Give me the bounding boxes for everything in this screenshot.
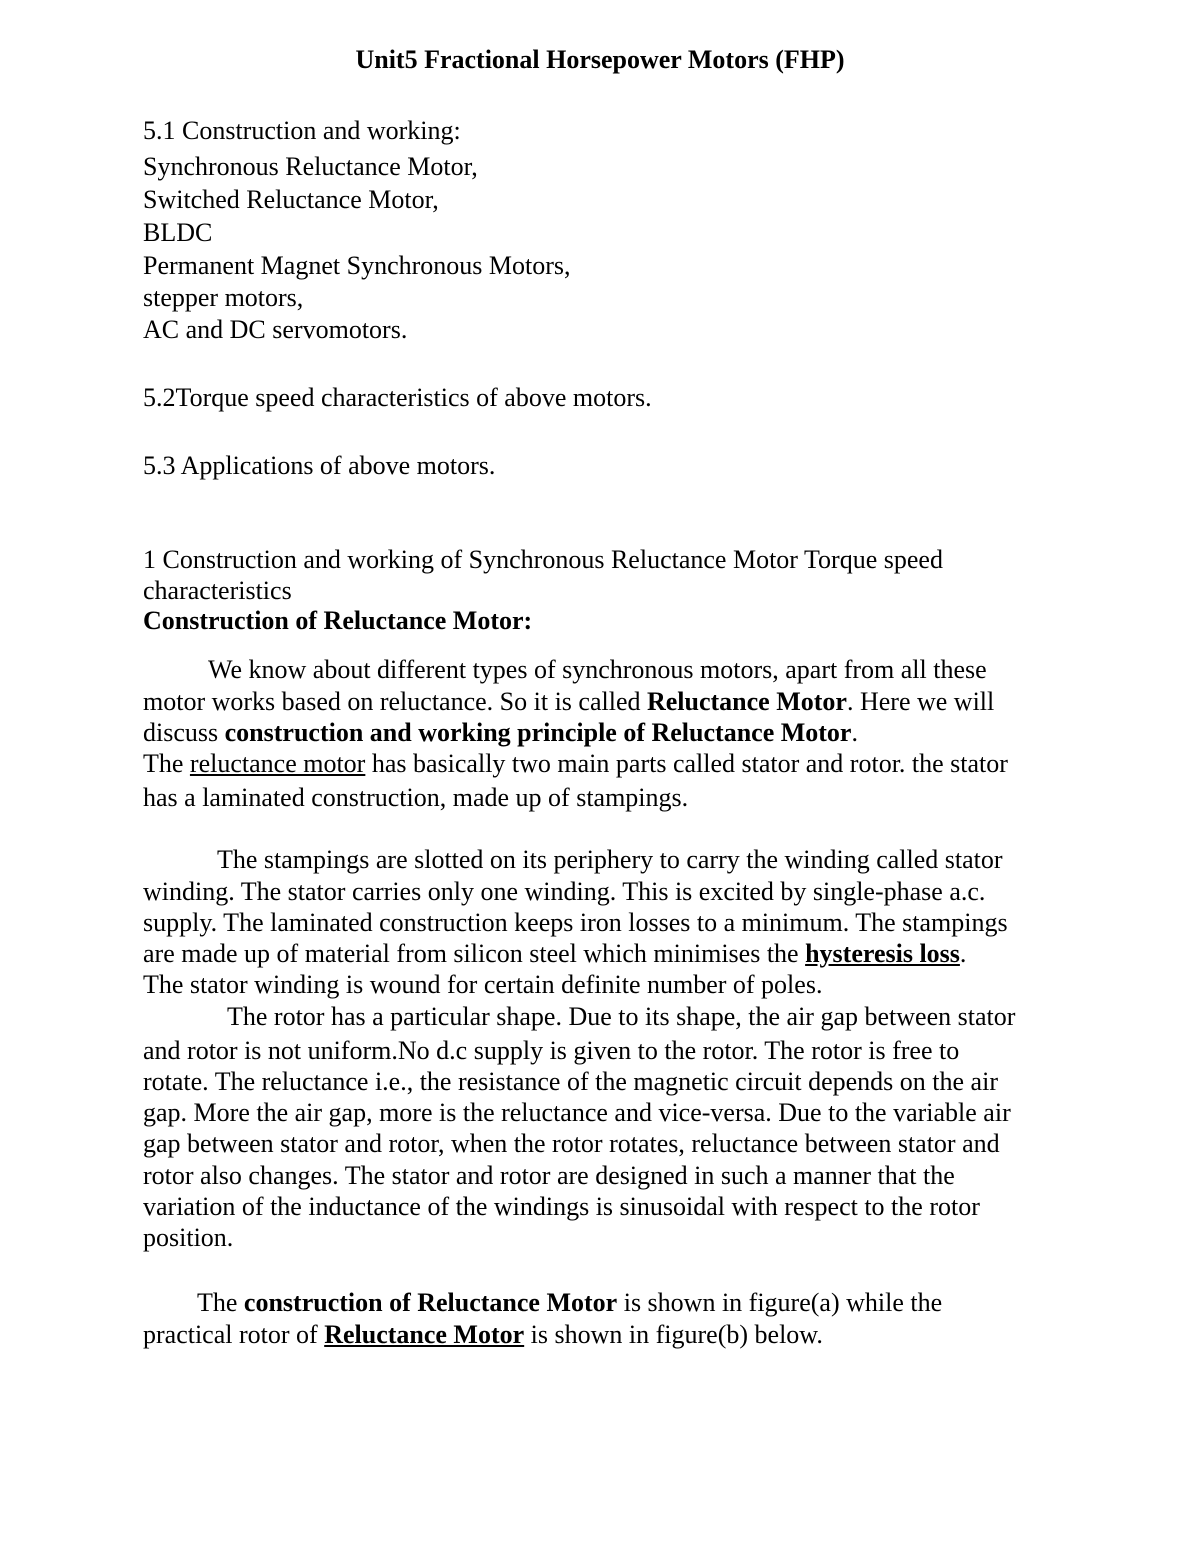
- syllabus-item: Synchronous Reluctance Motor,: [143, 152, 478, 181]
- paragraph-line: rotate. The reluctance i.e., the resistance of the magnetic circuit depends on the air: [143, 1067, 998, 1096]
- paragraph-line: winding. The stator carries only one winding. This is excited by single-phase a.c.: [143, 877, 986, 906]
- document-title: Unit5 Fractional Horsepower Motors (FHP): [355, 45, 845, 74]
- paragraph-line: supply. The laminated construction keeps iron losses to a minimum. The stampings: [143, 908, 1008, 937]
- reluctance-motor-bold-link[interactable]: Reluctance Motor: [324, 1320, 525, 1349]
- syllabus-item: BLDC: [143, 218, 213, 247]
- paragraph-line: has a laminated construction, made up of stampings.: [143, 783, 689, 812]
- paragraph-line: discuss construction and working principle of Reluctance Motor.: [143, 718, 858, 747]
- syllabus-item: Switched Reluctance Motor,: [143, 185, 439, 214]
- syllabus-heading-5-1: 5.1 Construction and working:: [143, 116, 461, 145]
- paragraph-line: and rotor is not uniform.No d.c supply is given to the rotor. The rotor is free to: [143, 1036, 960, 1065]
- reluctance-motor-link[interactable]: reluctance motor: [189, 749, 366, 778]
- syllabus-item: AC and DC servomotors.: [143, 315, 408, 344]
- bold-term: construction of Reluctance Motor: [243, 1288, 618, 1317]
- paragraph-line: variation of the inductance of the windings is sinusoidal with respect to the rotor: [143, 1192, 980, 1221]
- paragraph-line: gap. More the air gap, more is the reluctance and vice-versa. Due to the variable air: [143, 1098, 1011, 1127]
- paragraph-line: practical rotor of Reluctance Motor is shown in figure(b) below.: [143, 1320, 823, 1349]
- syllabus-heading-5-2: 5.2Torque speed characteristics of above motors.: [143, 383, 652, 412]
- section-heading: 1 Construction and working of Synchronous Reluctance Motor Torque speed: [143, 545, 943, 574]
- paragraph-line: The stampings are slotted on its periphery to carry the winding called stator: [217, 845, 1003, 874]
- paragraph-line: rotor also changes. The stator and rotor are designed in such a manner that the: [143, 1161, 955, 1190]
- bold-term: Reluctance Motor: [646, 687, 847, 716]
- syllabus-item: Permanent Magnet Synchronous Motors,: [143, 251, 571, 280]
- bold-term: construction and working principle of Reluctance Motor: [224, 718, 852, 747]
- paragraph-line: The reluctance motor has basically two main parts called stator and rotor. the stator: [143, 749, 1008, 778]
- section-heading-continued: characteristics: [143, 576, 292, 605]
- paragraph-line: The rotor has a particular shape. Due to its shape, the air gap between stator: [227, 1002, 1016, 1031]
- syllabus-heading-5-3: 5.3 Applications of above motors.: [143, 451, 496, 480]
- paragraph-line: The construction of Reluctance Motor is shown in figure(a) while the: [197, 1288, 943, 1317]
- syllabus-item: stepper motors,: [143, 283, 304, 312]
- section-subheading: Construction of Reluctance Motor:: [143, 606, 533, 635]
- paragraph-line: The stator winding is wound for certain definite number of poles.: [143, 970, 823, 999]
- paragraph-line: motor works based on reluctance. So it is called Reluctance Motor. Here we will: [143, 687, 995, 716]
- hysteresis-loss-link[interactable]: hysteresis loss: [805, 939, 960, 968]
- paragraph-line: are made up of material from silicon steel which minimises the hysteresis loss.: [143, 939, 967, 968]
- paragraph-line: gap between stator and rotor, when the rotor rotates, reluctance between stator and: [143, 1129, 1000, 1158]
- paragraph-line: We know about different types of synchronous motors, apart from all these: [208, 655, 987, 684]
- paragraph-line: position.: [143, 1223, 234, 1252]
